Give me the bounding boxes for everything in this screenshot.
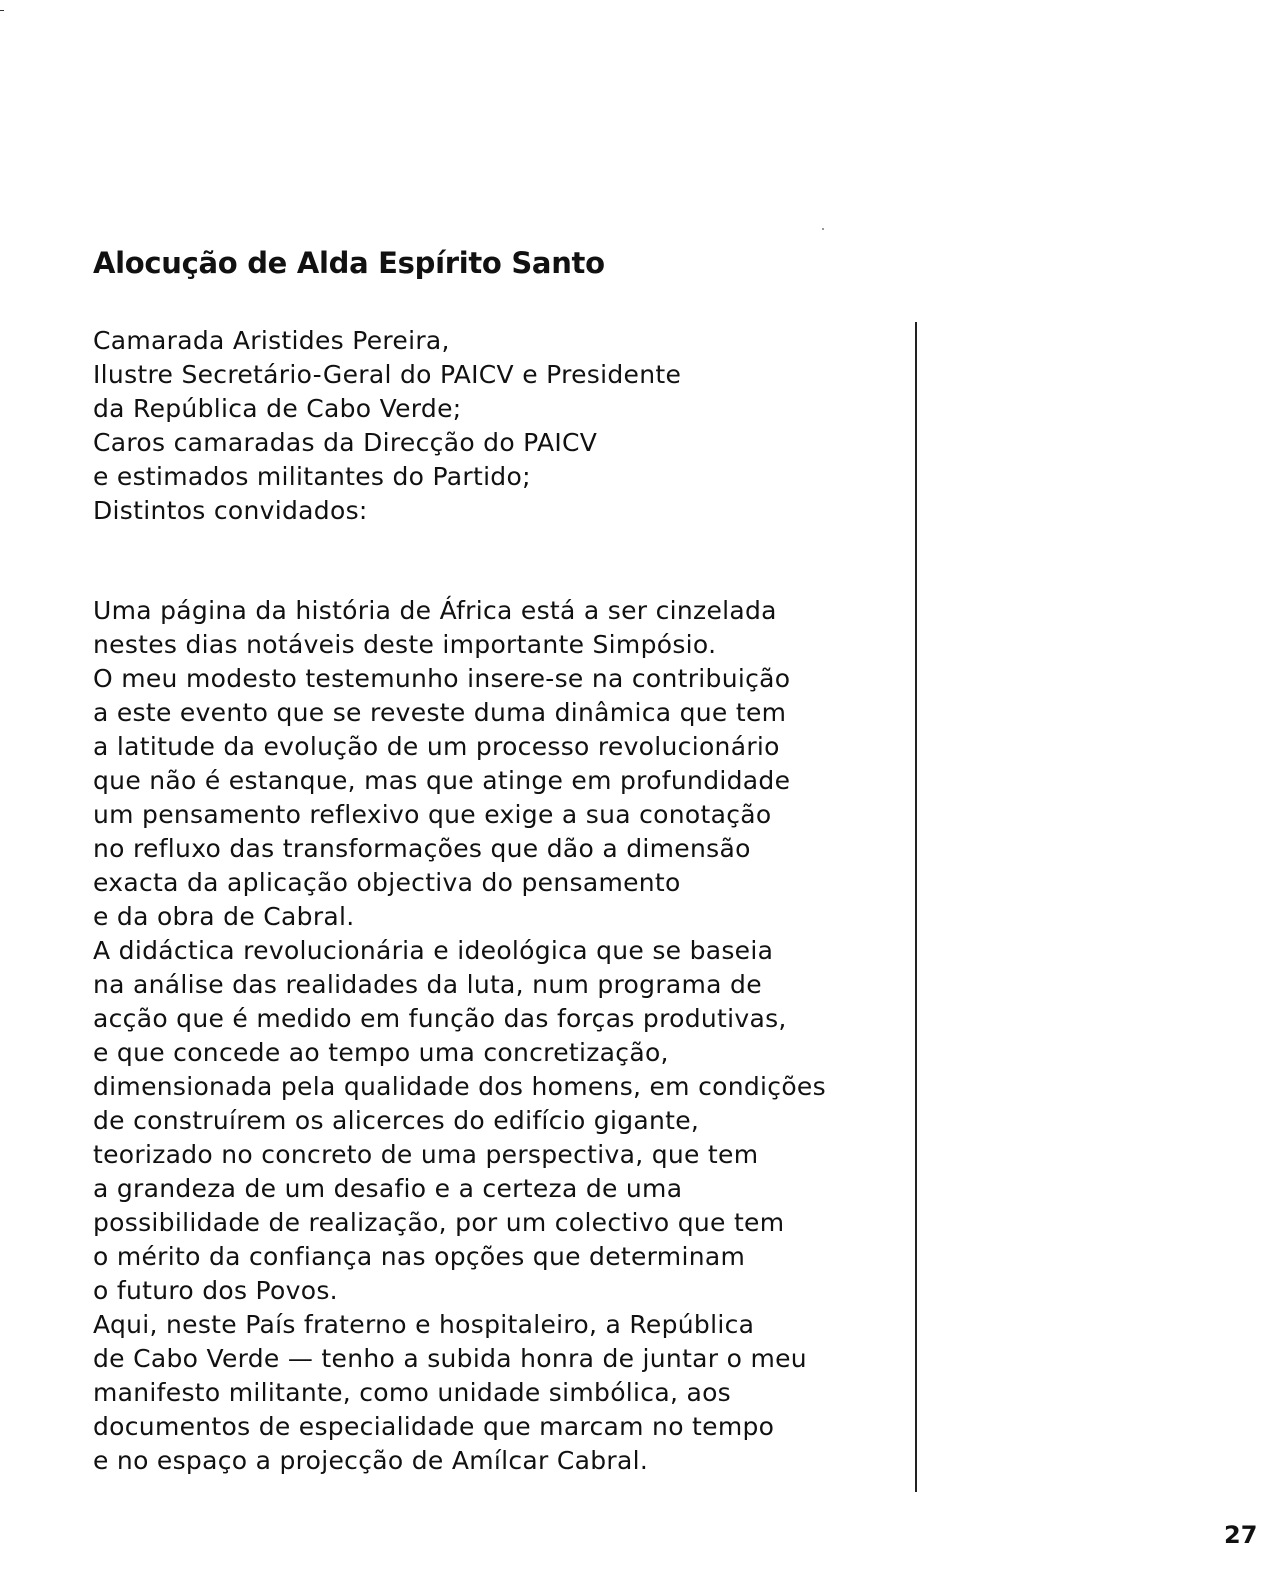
document-title: Alocução de Alda Espírito Santo [93, 246, 605, 280]
body-line: e que concede ao tempo uma concretização, [93, 1038, 669, 1067]
body-line: a latitude da evolução de um processo revolucionário [93, 732, 780, 761]
body-line: que não é estanque, mas que atinge em profundidade [93, 766, 791, 795]
scan-edge-mark [0, 10, 4, 11]
scan-speck [822, 228, 824, 230]
body-line: exacta da aplicação objectiva do pensamento [93, 868, 681, 897]
body-line: acção que é medido em função das forças produtivas, [93, 1004, 787, 1033]
body-line: Aqui, neste País fraterno e hospitaleiro, a República [93, 1310, 755, 1339]
body-line: documentos de especialidade que marcam no tempo [93, 1412, 775, 1441]
body-line: A didáctica revolucionária e ideológica que se baseia [93, 936, 774, 965]
body-line: a grandeza de um desafio e a certeza de uma [93, 1174, 683, 1203]
body-line: manifesto militante, como unidade simbólica, aos [93, 1378, 731, 1407]
body-line: um pensamento reflexivo que exige a sua conotação [93, 800, 772, 829]
salutation-line: Distintos convidados: [93, 496, 368, 525]
body-line: na análise das realidades da luta, num programa de [93, 970, 762, 999]
body-line: de Cabo Verde — tenho a subida honra de juntar o meu [93, 1344, 807, 1373]
salutation-line: Caros camaradas da Direcção do PAICV [93, 428, 598, 457]
salutation-line: Ilustre Secretário-Geral do PAICV e Presidente [93, 360, 682, 389]
body-line: de construírem os alicerces do edifício gigante, [93, 1106, 700, 1135]
page-number: 27 [1224, 1521, 1258, 1549]
salutation-line: Camarada Aristides Pereira, [93, 326, 450, 355]
body-line: e da obra de Cabral. [93, 902, 355, 931]
salutation-line: da República de Cabo Verde; [93, 394, 462, 423]
body-line: e no espaço a projecção de Amílcar Cabral. [93, 1446, 649, 1475]
body-line: teorizado no concreto de uma perspectiva, que tem [93, 1140, 759, 1169]
body-line: no refluxo das transformações que dão a dimensão [93, 834, 751, 863]
body-line: nestes dias notáveis deste importante Simpósio. [93, 630, 717, 659]
body-line: o futuro dos Povos. [93, 1276, 338, 1305]
body-line: Uma página da história de África está a ser cinzelada [93, 596, 777, 625]
body-line: o mérito da confiança nas opções que determinam [93, 1242, 746, 1271]
body-line: O meu modesto testemunho insere-se na contribuição [93, 664, 791, 693]
salutation-line: e estimados militantes do Partido; [93, 462, 531, 491]
body-line: dimensionada pela qualidade dos homens, em condições [93, 1072, 826, 1101]
body-line: possibilidade de realização, por um colectivo que tem [93, 1208, 785, 1237]
body-line: a este evento que se reveste duma dinâmica que tem [93, 698, 787, 727]
margin-rule [915, 322, 917, 1492]
